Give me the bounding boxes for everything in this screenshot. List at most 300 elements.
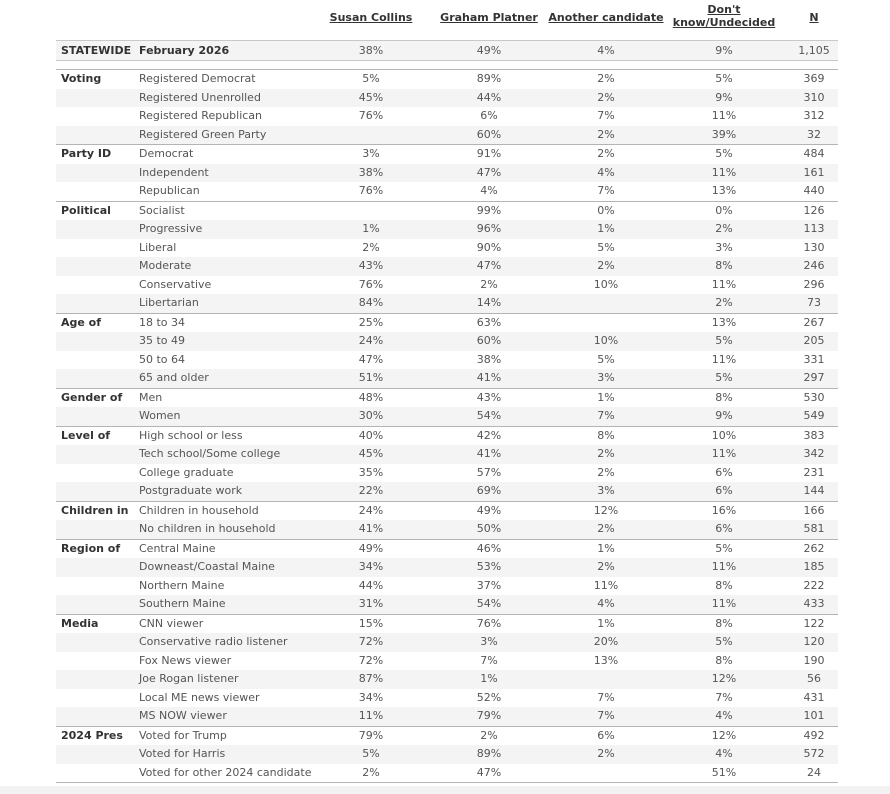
- row-label: 50 to 64: [139, 352, 186, 366]
- cell-n: 126: [803, 203, 825, 217]
- cell-n: 246: [803, 259, 825, 272]
- table-row: [56, 464, 838, 483]
- cell-another: [546, 294, 666, 313]
- table-row: [56, 558, 838, 577]
- cell-n: 122: [803, 616, 825, 630]
- cell-n: 431: [803, 690, 825, 704]
- cell-platner: 14%: [476, 296, 502, 309]
- cell-collins: 24%: [358, 334, 384, 347]
- cell-platner: 79%: [476, 709, 502, 722]
- cell-another: 2%: [597, 90, 615, 104]
- cell-undecided: 11%: [711, 560, 737, 573]
- cell-another: 1%: [597, 541, 615, 555]
- header-n[interactable]: N: [809, 11, 819, 24]
- cell-collins: 22%: [358, 484, 384, 497]
- cell-platner: 54%: [476, 409, 502, 422]
- cell-collins: 76%: [358, 277, 384, 291]
- cell-n: 24: [807, 765, 821, 779]
- row-label: Voted for Trump: [139, 728, 227, 742]
- header-susan-collins[interactable]: Susan Collins: [329, 11, 413, 24]
- cell-another: 8%: [597, 428, 615, 442]
- cell-n: 492: [803, 728, 825, 742]
- row-label: Conservative radio listener: [139, 635, 288, 648]
- row-label: Children in household: [139, 503, 259, 517]
- cell-n: 56: [807, 672, 821, 685]
- row-label: Men: [139, 390, 163, 404]
- cell-collins: 72%: [358, 653, 384, 667]
- cell-platner: 38%: [476, 352, 502, 366]
- cell-platner: 7%: [480, 653, 498, 667]
- cell-collins: 49%: [358, 541, 384, 555]
- cell-undecided: 13%: [711, 184, 737, 197]
- crosstab-table: [56, 40, 838, 783]
- table-row: [56, 764, 838, 783]
- row-label: Central Maine: [139, 541, 216, 555]
- table-row: [56, 707, 838, 726]
- cell-another: 5%: [597, 352, 615, 366]
- cell-n: 73: [807, 296, 821, 309]
- cell-undecided: 5%: [715, 541, 733, 555]
- cell-another: [546, 670, 666, 689]
- cell-another: 7%: [597, 184, 615, 197]
- cell-platner: 52%: [476, 690, 502, 704]
- cell-n: 440: [803, 184, 825, 197]
- cell-undecided: 5%: [715, 371, 733, 384]
- cell-another: 2%: [597, 127, 615, 141]
- table-bottom-rule: [56, 782, 838, 783]
- cell-collins: 45%: [358, 90, 384, 104]
- cell-n: 262: [803, 541, 825, 555]
- cell-undecided: 11%: [711, 352, 737, 366]
- row-label: Moderate: [139, 259, 192, 272]
- cell-platner: 41%: [476, 447, 502, 460]
- cell-n: 369: [803, 72, 825, 85]
- cell-another: 2%: [597, 522, 615, 535]
- table-row: [56, 145, 838, 164]
- cell-n: 205: [803, 334, 825, 347]
- cell-undecided: 11%: [711, 597, 737, 610]
- table-row: [56, 202, 838, 221]
- cell-another: 3%: [597, 371, 615, 384]
- cell-undecided: 11%: [711, 109, 737, 122]
- table-row: [56, 540, 838, 559]
- cell-platner: 63%: [476, 315, 502, 329]
- cell-platner: 54%: [476, 597, 502, 610]
- cell-platner: 44%: [476, 90, 502, 104]
- row-label: High school or less: [139, 428, 243, 442]
- cell-another: 11%: [593, 578, 619, 592]
- statewide-n: 1,105: [798, 44, 830, 57]
- statewide-platner: 49%: [476, 44, 502, 57]
- cell-another: 2%: [597, 72, 615, 85]
- group-list: [56, 69, 838, 782]
- cell-undecided: 11%: [711, 447, 737, 460]
- cell-platner: 41%: [476, 371, 502, 384]
- cell-undecided: 11%: [711, 277, 737, 291]
- cell-n: 342: [803, 447, 825, 460]
- cell-collins: 40%: [358, 428, 384, 442]
- cell-another: 12%: [593, 503, 619, 517]
- group: [56, 201, 838, 313]
- cell-collins: 41%: [358, 522, 384, 535]
- table-row: [56, 126, 838, 145]
- column-header-row: [0, 0, 890, 38]
- cell-collins: 76%: [358, 184, 384, 197]
- cell-undecided: 9%: [715, 409, 733, 422]
- statewide-undecided: 9%: [715, 44, 733, 57]
- cell-undecided: 4%: [715, 747, 733, 760]
- row-label: Progressive: [139, 222, 203, 235]
- cell-platner: 91%: [476, 147, 502, 160]
- row-label: Registered Republican: [139, 109, 263, 122]
- cell-collins: 38%: [358, 165, 384, 179]
- row-label: Voted for Harris: [139, 747, 226, 760]
- cell-platner: 6%: [480, 109, 498, 122]
- table-row: [56, 482, 838, 501]
- cell-another: [546, 764, 666, 783]
- cell-collins: 11%: [358, 709, 384, 722]
- cell-undecided: 5%: [715, 147, 733, 160]
- table-row: [56, 670, 838, 689]
- group-label: Children in: [61, 503, 129, 517]
- cell-platner: 2%: [480, 728, 498, 742]
- row-label: Liberal: [139, 240, 177, 254]
- cell-n: 312: [803, 109, 825, 122]
- cell-another: 2%: [597, 465, 615, 479]
- row-label: Independent: [139, 165, 209, 179]
- row-label: Downeast/Coastal Maine: [139, 560, 275, 573]
- row-label: Registered Unenrolled: [139, 90, 261, 104]
- row-label: College graduate: [139, 465, 234, 479]
- cell-undecided: 10%: [711, 428, 737, 442]
- table-row: [56, 633, 838, 652]
- statewide-row: [56, 40, 838, 61]
- group: [56, 388, 838, 426]
- table-row: [56, 294, 838, 313]
- table-row: [56, 239, 838, 258]
- cell-another: 4%: [597, 165, 615, 179]
- group-label: Age of: [61, 315, 102, 329]
- cell-collins: [316, 126, 426, 145]
- table-row: [56, 107, 838, 126]
- cell-another: 2%: [597, 447, 615, 460]
- cell-undecided: 16%: [711, 503, 737, 517]
- cell-platner: 43%: [476, 390, 502, 404]
- cell-undecided: 11%: [711, 165, 737, 179]
- table-row: [56, 220, 838, 239]
- cell-n: 161: [803, 165, 825, 179]
- cell-undecided: 3%: [715, 240, 733, 254]
- row-label: Tech school/Some college: [139, 447, 281, 460]
- cell-collins: 2%: [362, 765, 380, 779]
- cell-undecided: 8%: [715, 578, 733, 592]
- group: [56, 539, 838, 614]
- cell-platner: 1%: [480, 672, 498, 685]
- table-row: [56, 615, 838, 634]
- cell-another: 1%: [597, 222, 615, 235]
- table-row: [56, 389, 838, 408]
- cell-n: 572: [803, 747, 825, 760]
- cell-another: 0%: [597, 203, 615, 217]
- cell-collins: 79%: [358, 728, 384, 742]
- group: [56, 69, 838, 144]
- cell-undecided: 51%: [711, 765, 737, 779]
- cell-another: 4%: [597, 597, 615, 610]
- cell-platner: 89%: [476, 72, 502, 85]
- table-row: [56, 502, 838, 521]
- cell-n: 231: [803, 465, 825, 479]
- cell-undecided: 5%: [715, 334, 733, 347]
- table-row: [56, 577, 838, 596]
- row-label: MS NOW viewer: [139, 709, 227, 722]
- row-label: CNN viewer: [139, 616, 204, 630]
- group-label: 2024 Pres: [61, 728, 123, 742]
- cell-undecided: 6%: [715, 484, 733, 497]
- cell-another: 1%: [597, 390, 615, 404]
- cell-undecided: 2%: [715, 296, 733, 309]
- cell-another: 7%: [597, 709, 615, 722]
- cell-platner: 42%: [476, 428, 502, 442]
- group-label: Political: [61, 203, 111, 217]
- cell-platner: 4%: [480, 184, 498, 197]
- cell-another: 3%: [597, 484, 615, 497]
- cell-undecided: 6%: [715, 522, 733, 535]
- cell-collins: 34%: [358, 560, 384, 573]
- group: [56, 313, 838, 388]
- group: [56, 144, 838, 201]
- cell-platner: 47%: [476, 765, 502, 779]
- row-label: Postgraduate work: [139, 484, 243, 497]
- cell-another: 6%: [597, 728, 615, 742]
- table-row: [56, 745, 838, 764]
- cell-n: 144: [803, 484, 825, 497]
- row-label: 18 to 34: [139, 315, 186, 329]
- cell-platner: 37%: [476, 578, 502, 592]
- table-row: [56, 445, 838, 464]
- cell-platner: 46%: [476, 541, 502, 555]
- group: [56, 501, 838, 539]
- cell-platner: 47%: [476, 165, 502, 179]
- cell-collins: 84%: [358, 296, 384, 309]
- cell-n: 190: [803, 653, 825, 667]
- table-row: [56, 369, 838, 388]
- cell-platner: 76%: [476, 616, 502, 630]
- group-label: Media: [61, 616, 99, 630]
- cell-n: 310: [803, 90, 825, 104]
- footer-strip: [0, 786, 890, 794]
- cell-platner: 53%: [476, 560, 502, 573]
- table-row: [56, 407, 838, 426]
- cell-undecided: 7%: [715, 690, 733, 704]
- cell-undecided: 5%: [715, 635, 733, 648]
- cell-collins: 2%: [362, 240, 380, 254]
- cell-undecided: 13%: [711, 315, 737, 329]
- cell-undecided: 39%: [711, 127, 737, 141]
- cell-n: 331: [803, 352, 825, 366]
- row-label: Socialist: [139, 203, 185, 217]
- cell-n: 222: [803, 578, 825, 592]
- cell-another: 7%: [597, 690, 615, 704]
- cell-another: 2%: [597, 747, 615, 760]
- cell-another: 13%: [593, 653, 619, 667]
- table-row: [56, 332, 838, 351]
- cell-collins: 30%: [358, 409, 384, 422]
- cell-another: 2%: [597, 259, 615, 272]
- statewide-another: 4%: [597, 44, 615, 57]
- cell-platner: 3%: [480, 635, 498, 648]
- header-graham-platner[interactable]: Graham Platner: [440, 11, 538, 24]
- cell-n: 484: [803, 147, 825, 160]
- cell-platner: 69%: [476, 484, 502, 497]
- cell-collins: 15%: [358, 616, 384, 630]
- cell-n: 383: [803, 428, 825, 442]
- cell-platner: 49%: [476, 503, 502, 517]
- table-row: [56, 595, 838, 614]
- group: [56, 614, 838, 726]
- row-label: Southern Maine: [139, 597, 226, 610]
- cell-n: 130: [803, 240, 825, 254]
- cell-undecided: 0%: [715, 203, 733, 217]
- cell-collins: 31%: [358, 597, 384, 610]
- cell-platner: 96%: [476, 222, 502, 235]
- cell-collins: 5%: [362, 72, 380, 85]
- statewide-collins: 38%: [358, 44, 384, 57]
- table-row: [56, 520, 838, 539]
- cell-collins: 34%: [358, 690, 384, 704]
- header-undecided[interactable]: Don't know/Undecided: [672, 3, 776, 29]
- cell-collins: 25%: [358, 315, 384, 329]
- cell-undecided: 9%: [715, 90, 733, 104]
- table-row: [56, 427, 838, 446]
- row-label: Northern Maine: [139, 578, 225, 592]
- statewide-date: February 2026: [139, 44, 230, 57]
- cell-undecided: 8%: [715, 653, 733, 667]
- group-label: Voting: [61, 72, 102, 85]
- row-label: 65 and older: [139, 371, 209, 384]
- statewide-label: STATEWIDE: [61, 44, 132, 57]
- cell-undecided: 12%: [711, 728, 737, 742]
- table-row: [56, 164, 838, 183]
- cell-platner: 89%: [476, 747, 502, 760]
- cell-undecided: 5%: [715, 72, 733, 85]
- cell-collins: 43%: [358, 259, 384, 272]
- row-label: Voted for other 2024 candidate: [139, 765, 312, 779]
- row-label: Women: [139, 409, 181, 422]
- cell-another: 2%: [597, 560, 615, 573]
- row-label: Local ME news viewer: [139, 690, 260, 704]
- table-row: [56, 727, 838, 746]
- cell-platner: 99%: [476, 203, 502, 217]
- group-label: Party ID: [61, 147, 112, 160]
- row-label: Fox News viewer: [139, 653, 232, 667]
- table-row: [56, 70, 838, 89]
- group-label: Gender of: [61, 390, 123, 404]
- cell-another: 10%: [593, 277, 619, 291]
- cell-n: 166: [803, 503, 825, 517]
- cell-collins: 1%: [362, 222, 380, 235]
- cell-n: 581: [803, 522, 825, 535]
- cell-n: 549: [803, 409, 825, 422]
- cell-collins: 87%: [358, 672, 384, 685]
- group: [56, 726, 838, 783]
- cell-another: 7%: [597, 109, 615, 122]
- cell-platner: 90%: [476, 240, 502, 254]
- cell-another: 20%: [593, 635, 619, 648]
- table-row: [56, 182, 838, 201]
- cell-n: 297: [803, 371, 825, 384]
- row-label: 35 to 49: [139, 334, 186, 347]
- header-another-candidate[interactable]: Another candidate: [548, 11, 664, 24]
- cell-n: 267: [803, 315, 825, 329]
- cell-another: 7%: [597, 409, 615, 422]
- table-row: [56, 689, 838, 708]
- cell-n: 185: [803, 560, 825, 573]
- cell-another: 5%: [597, 240, 615, 254]
- cell-another: 1%: [597, 616, 615, 630]
- cell-collins: [316, 202, 426, 221]
- table-row: [56, 351, 838, 370]
- cell-collins: 44%: [358, 578, 384, 592]
- table-row: [56, 89, 838, 108]
- group-label: Region of: [61, 541, 121, 555]
- cell-undecided: 8%: [715, 616, 733, 630]
- cell-n: 101: [803, 709, 825, 722]
- cell-n: 120: [803, 635, 825, 648]
- row-label: Libertarian: [139, 296, 199, 309]
- cell-undecided: 8%: [715, 390, 733, 404]
- cell-platner: 60%: [476, 334, 502, 347]
- table-row: [56, 276, 838, 295]
- cell-undecided: 12%: [711, 672, 737, 685]
- cell-another: 10%: [593, 334, 619, 347]
- cell-n: 433: [803, 597, 825, 610]
- table-row: [56, 652, 838, 671]
- cell-platner: 57%: [476, 465, 502, 479]
- cell-platner: 47%: [476, 259, 502, 272]
- cell-collins: 72%: [358, 635, 384, 648]
- cell-undecided: 4%: [715, 709, 733, 722]
- table-row: [56, 314, 838, 333]
- row-label: Joe Rogan listener: [139, 672, 239, 685]
- cell-undecided: 6%: [715, 465, 733, 479]
- cell-n: 296: [803, 277, 825, 291]
- cell-undecided: 8%: [715, 259, 733, 272]
- cell-another: [546, 314, 666, 333]
- group-label: Level of: [61, 428, 111, 442]
- cell-collins: 51%: [358, 371, 384, 384]
- cell-another: 2%: [597, 147, 615, 160]
- cell-collins: 24%: [358, 503, 384, 517]
- row-label: Republican: [139, 184, 200, 197]
- cell-n: 113: [803, 222, 825, 235]
- cell-collins: 3%: [362, 147, 380, 160]
- group: [56, 426, 838, 501]
- row-label: Registered Democrat: [139, 72, 256, 85]
- row-label: Registered Green Party: [139, 127, 267, 141]
- cell-undecided: 2%: [715, 222, 733, 235]
- cell-n: 530: [803, 390, 825, 404]
- cell-n: 32: [807, 127, 821, 141]
- row-label: No children in household: [139, 522, 276, 535]
- cell-platner: 2%: [480, 277, 498, 291]
- cell-collins: 5%: [362, 747, 380, 760]
- table-row: [56, 257, 838, 276]
- row-label: Democrat: [139, 147, 194, 160]
- cell-collins: 45%: [358, 447, 384, 460]
- row-label: Conservative: [139, 277, 212, 291]
- cell-collins: 76%: [358, 109, 384, 122]
- cell-platner: 50%: [476, 522, 502, 535]
